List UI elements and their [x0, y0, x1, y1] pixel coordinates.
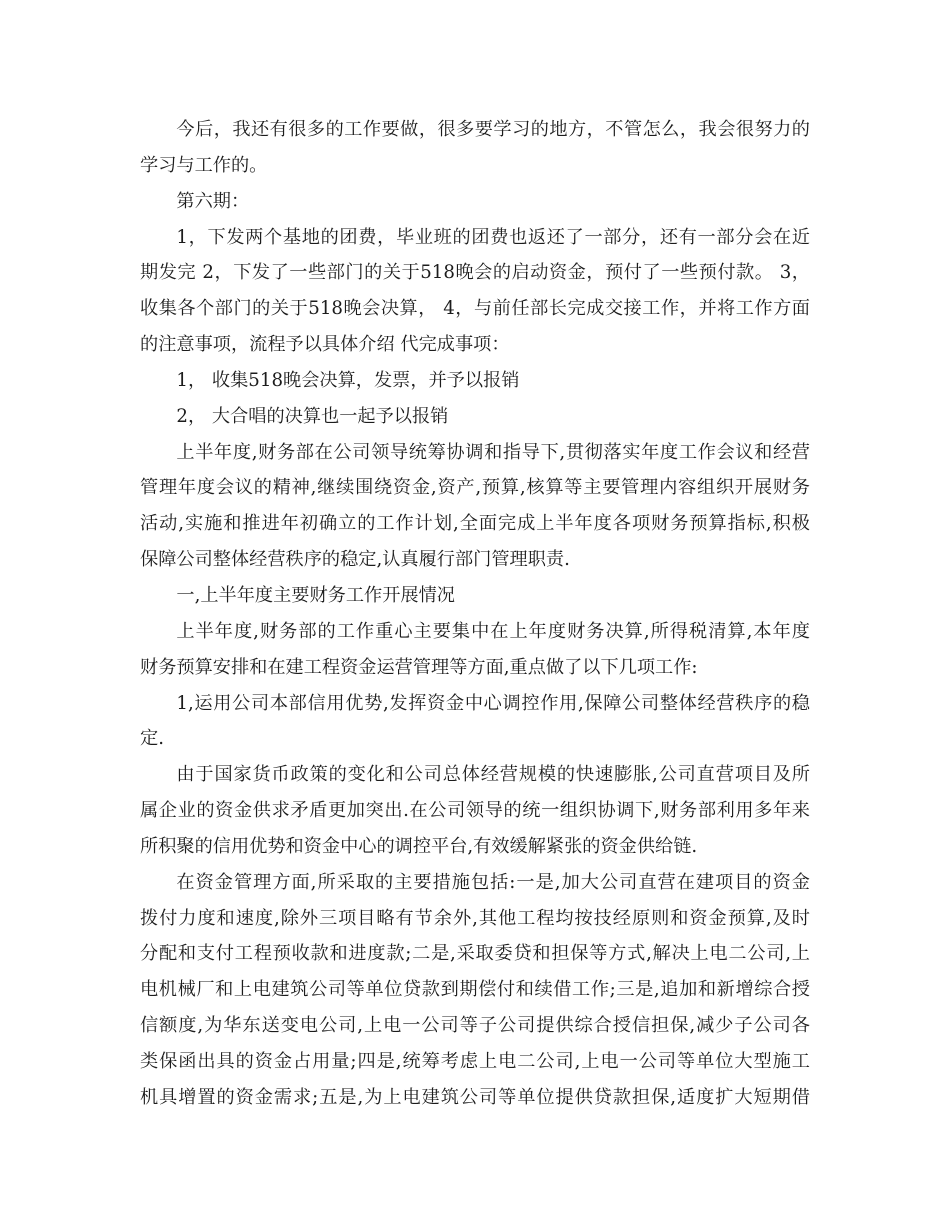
section-heading: 第六期：	[176, 190, 250, 212]
text-line: 的注意事项，流程予以具体介绍 代完成事项：	[140, 334, 510, 356]
text-line: 1，下发两个基地的团费，毕业班的团费也返还了一部分，还有一部分会在近	[176, 226, 810, 248]
text-line: 由于国家货币政策的变化和公司总体经营规模的快速膨胀,公司直营项目及所	[176, 764, 810, 786]
text-line: 在资金管理方面,所采取的主要措施包括:一是,加大公司直营在建项目的资金	[176, 871, 810, 893]
text-line: 保障公司整体经营秩序的稳定,认真履行部门管理职责.	[140, 549, 570, 571]
text-line: 电机械厂和上电建筑公司等单位贷款到期偿付和续借工作;三是,追加和新增综合授	[140, 979, 810, 1001]
text-line: 分配和支付工程预收款和进度款;二是,采取委贷和担保等方式,解决上电二公司,上	[140, 943, 810, 965]
list-item: 1， 收集518晚会决算，发票，并予以报销	[176, 369, 520, 391]
text-line: 上半年度,财务部在公司领导统筹协调和指导下,贯彻落实年度工作会议和经营	[176, 441, 810, 463]
text-line: 1,运用公司本部信用优势,发挥资金中心调控作用,保障公司整体经营秩序的稳	[176, 692, 810, 714]
text-line: 学习与工作的。	[140, 154, 268, 176]
text-line: 定.	[140, 728, 164, 750]
text-line: 财务预算安排和在建工程资金运营管理等方面,重点做了以下几项工作:	[140, 656, 698, 678]
text-line: 拨付力度和速度,除外三项目略有节余外,其他工程均按技经原则和资金预算,及时	[140, 907, 810, 929]
text-line: 活动,实施和推进年初确立的工作计划,全面完成上半年度各项财务预算指标,积极	[140, 513, 810, 535]
list-item: 2， 大合唱的决算也一起予以报销	[176, 405, 449, 427]
text-line: 信额度,为华东送变电公司,上电一公司等子公司提供综合授信担保,减少子公司各	[140, 1015, 810, 1037]
text-line: 类保函出具的资金占用量;四是,统筹考虑上电二公司,上电一公司等单位大型施工	[140, 1050, 810, 1072]
document-body	[140, 112, 810, 1116]
text-line: 属企业的资金供求矛盾更加突出.在公司领导的统一组织协调下,财务部利用多年来	[140, 800, 810, 822]
text-line: 收集各个部门的关于518晚会决算， 4，与前任部长完成交接工作，并将工作方面	[140, 298, 810, 320]
text-line: 管理年度会议的精神,继续围绕资金,资产,预算,核算等主要管理内容组织开展财务	[140, 477, 810, 499]
text-line: 机具增置的资金需求;五是,为上电建筑公司等单位提供贷款担保,适度扩大短期借	[140, 1086, 810, 1108]
text-line: 所积聚的信用优势和资金中心的调控平台,有效缓解紧张的资金供给链.	[140, 835, 698, 857]
section-heading: 一,上半年度主要财务工作开展情况	[176, 584, 455, 606]
text-line: 期发完 2，下发了一些部门的关于518晚会的启动资金，预付了一些预付款。 3，	[140, 262, 810, 284]
text-line: 上半年度,财务部的工作重心主要集中在上年度财务决算,所得税清算,本年度	[176, 620, 810, 642]
text-line: 今后，我还有很多的工作要做，很多要学习的地方，不管怎么，我会很努力的	[176, 119, 810, 140]
